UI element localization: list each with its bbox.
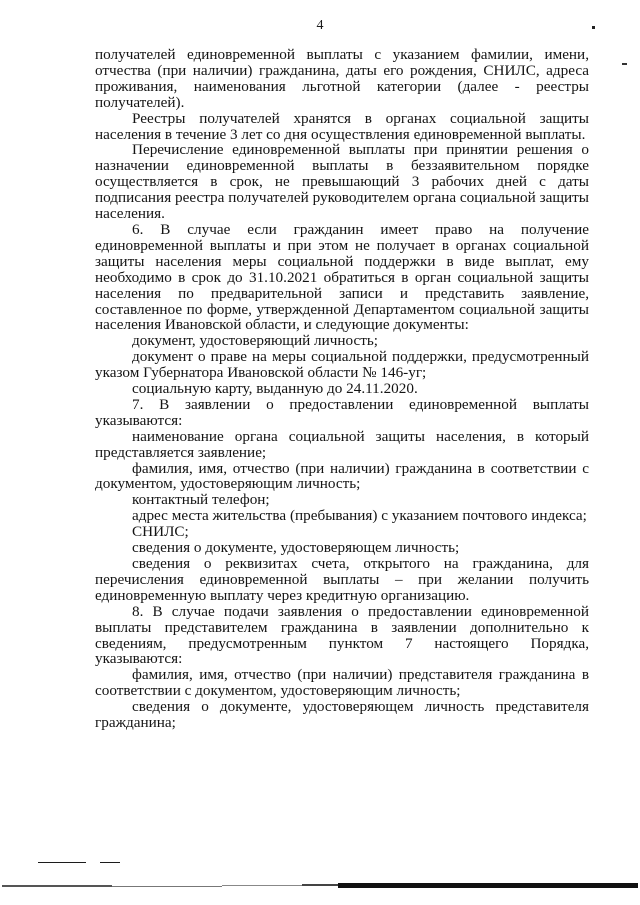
list-item: сведения о документе, удостоверяющем личность; (132, 539, 460, 557)
list-item: сведения о реквизитах счета, открытого на гражданина, для перечисления единовременной выплаты – при желании получить единовременную выплату через кредитную организацию. (95, 555, 589, 604)
paragraph: Реестры получателей хранятся в органах социальной защиты населения в течение 3 лет со дня осуществления единовременной выплаты. (95, 109, 589, 143)
list-item: контактный телефон; (132, 491, 270, 509)
paragraph: 6. В случае если гражданин имеет право на получение единовременной выплаты и при этом не получает в органах социальной защиты населения меры социальной поддержки в виде выплат, ему необходимо в срок до 31.10.2021 обратиться в орган социальной защиты населения по предварительной записи и представить заявление, составленное по форме, утвержденной Департаментом социальной защиты населения Ивановской области, и следующие документы: (95, 220, 589, 334)
list-item: адрес места жительства (пребывания) с указанием почтового индекса; (132, 507, 587, 525)
list-item: социальную карту, выданную до 24.11.2020. (132, 380, 418, 398)
list-item: наименование органа социальной защиты населения, в который представляется заявление; (95, 427, 589, 461)
document-body (95, 47, 589, 731)
scan-line-mark (112, 886, 222, 887)
list-item: фамилия, имя, отчество (при наличии) представителя гражданина в соответствии с документом, удостоверяющим личность; (95, 666, 589, 700)
list-item: СНИЛС; (132, 523, 189, 541)
list-item: документ о праве на меры социальной поддержки, предусмотренный указом Губернатора Ивановской области № 146-уг; (95, 348, 589, 382)
scan-line-mark (100, 862, 120, 863)
scan-line-mark (38, 862, 86, 863)
paragraph: Перечисление единовременной выплаты при принятии решения о назначении единовременной выплаты в беззаявительном порядке осуществляется в срок, не превышающий 3 рабочих дней с даты подписания реестра получателей руководителем органа социальной защиты населения. (95, 141, 589, 223)
scan-speck (622, 63, 627, 65)
scan-line-mark (338, 883, 638, 888)
paragraph: 7. В заявлении о предоставлении единовременной выплаты указываются: (95, 395, 589, 429)
paragraph: 8. В случае подачи заявления о предоставлении единовременной выплаты представителем гражданина в заявлении дополнительно к сведениям, предусмотренным пунктом 7 настоящего Порядка, указываются: (95, 602, 589, 668)
list-item: фамилия, имя, отчество (при наличии) гражданина в соответствии с документом, удостоверяющим личность; (95, 459, 589, 493)
list-item: документ, удостоверяющий личность; (132, 332, 379, 350)
list-item: сведения о документе, удостоверяющем личность представителя гражданина; (95, 698, 589, 732)
scan-footer-marks (0, 850, 640, 900)
scan-line-mark (222, 885, 302, 886)
scan-speck (592, 26, 595, 29)
page-number: 4 (316, 18, 324, 33)
scan-line-mark (2, 885, 112, 887)
paragraph: получателей единовременной выплаты с указанием фамилии, имени, отчества (при наличии) гражданина, даты его рождения, СНИЛС, адреса проживания, наименования льготной категории (далее - реестры получателей). (95, 46, 589, 111)
